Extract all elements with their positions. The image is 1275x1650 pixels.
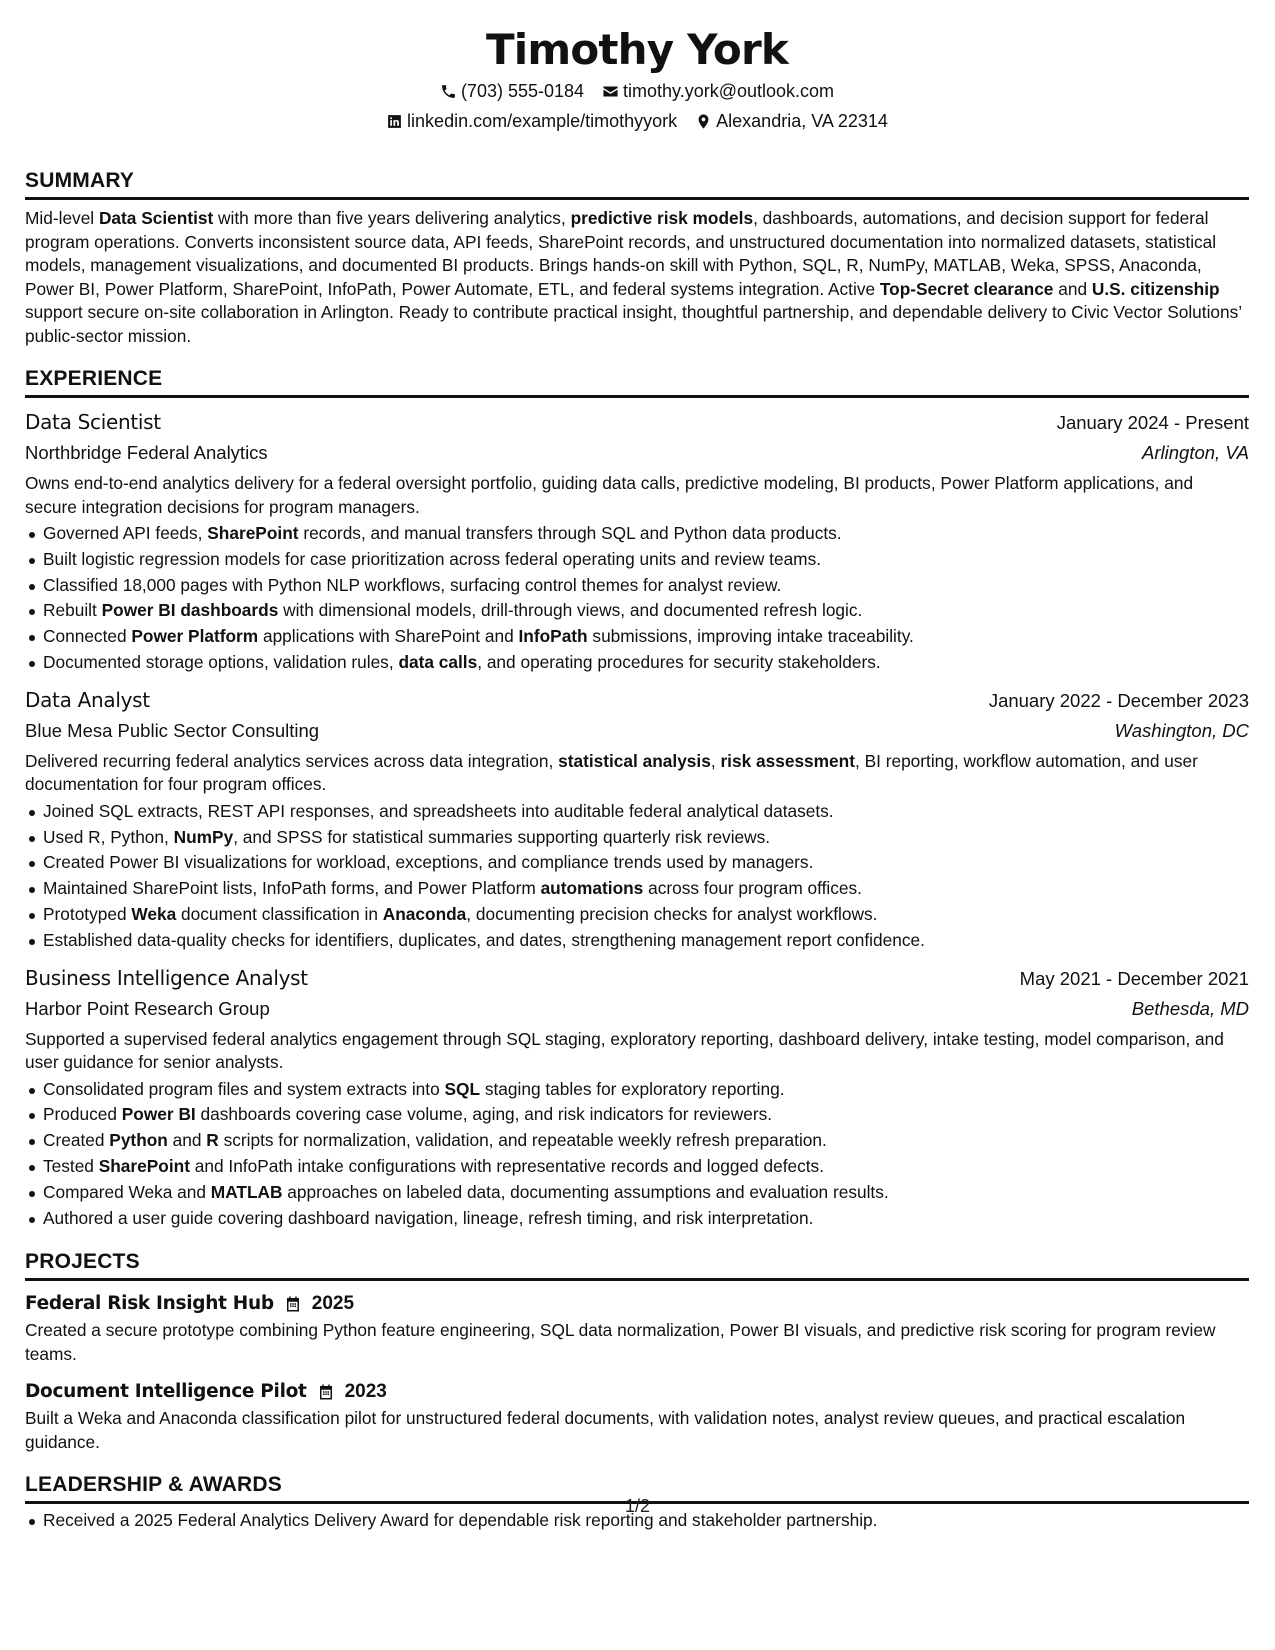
bold-text: automations xyxy=(540,878,644,899)
job-description: Owns end-to-end analytics delivery for a federal oversight portfolio, guiding data calls, predictive modeling, BI products, Power Platform applications, and secure integration decisions for program managers. xyxy=(25,473,1194,517)
job-bullets xyxy=(25,799,1249,954)
bold-text: U.S. citizenship xyxy=(1091,278,1220,299)
project-year: 2025 xyxy=(311,1293,355,1315)
job-dates: January 2022 - December 2023 xyxy=(988,689,1249,711)
location-contact xyxy=(695,106,888,136)
bold-text: data calls xyxy=(398,651,478,672)
section-title-experience: EXPERIENCE xyxy=(25,366,1249,398)
section-title-awards: LEADERSHIP & AWARDS xyxy=(25,1472,1249,1504)
email-contact[interactable] xyxy=(602,76,834,106)
list-item: Authored a user guide covering dashboard navigation, lineage, refresh timing, and risk interpretation. xyxy=(25,1206,1249,1232)
experience-section xyxy=(25,366,1249,1231)
project-entry xyxy=(25,1377,1249,1454)
list-item: Built logistic regression models for case prioritization across federal operating units and review teams. xyxy=(25,547,1249,573)
candidate-name: Timothy York xyxy=(485,25,789,74)
page-number: 1/2 xyxy=(624,1496,651,1516)
bold-text: statistical analysis xyxy=(558,750,711,771)
project-header xyxy=(25,1289,1249,1319)
section-title-summary: SUMMARY xyxy=(25,168,1249,200)
bold-text: risk assessment xyxy=(720,750,855,771)
bold-text: Anaconda xyxy=(382,903,467,924)
list-item: Created Power BI visualizations for workload, exceptions, and compliance trends used by managers. xyxy=(25,850,1249,876)
bold-text: MATLAB xyxy=(210,1181,283,1202)
projects-section xyxy=(25,1249,1249,1454)
job-title: Data Analyst xyxy=(25,687,150,712)
job-subheader xyxy=(25,438,1249,468)
summary-section xyxy=(25,168,1249,348)
bold-text: Power BI xyxy=(121,1104,196,1125)
job-title: Data Scientist xyxy=(25,410,161,434)
bold-text: SharePoint xyxy=(207,523,299,543)
linkedin-link[interactable]: linkedin.com/example/timothyyork xyxy=(407,111,678,131)
job-title: Business Intelligence Analyst xyxy=(25,965,308,990)
list-item: Joined SQL extracts, REST API responses, and spreadsheets into auditable federal analytical datasets. xyxy=(25,799,1249,825)
linkedin-icon xyxy=(386,113,403,130)
list-item: Documented storage options, validation rules, data calls, and operating procedures for security stakeholders. xyxy=(25,650,1249,676)
job-location: Bethesda, MD xyxy=(1131,997,1249,1019)
phone-contact xyxy=(440,76,584,106)
phone-text: (703) 555-0184 xyxy=(460,81,585,101)
bold-text: Power Platform xyxy=(131,626,259,647)
bold-text: Python xyxy=(109,1130,168,1151)
project-name: Document Intelligence Pilot xyxy=(25,1381,307,1403)
job-location: Washington, DC xyxy=(1114,719,1249,741)
list-item: Rebuilt Power BI dashboards with dimensional models, drill-through views, and documented refresh logic. xyxy=(25,598,1249,624)
resume-page xyxy=(25,0,1249,1650)
job-company: Blue Mesa Public Sector Consulting xyxy=(25,719,320,741)
job-subheader xyxy=(25,994,1249,1024)
calendar-icon xyxy=(317,1383,335,1401)
envelope-icon xyxy=(602,83,619,100)
bold-text: Power BI dashboards xyxy=(101,600,279,621)
bold-text: SQL xyxy=(444,1078,481,1099)
project-entry xyxy=(25,1289,1249,1366)
job-header xyxy=(25,407,1249,438)
job-header xyxy=(25,685,1249,716)
bold-text: InfoPath xyxy=(518,626,588,647)
bold-text: SharePoint xyxy=(98,1155,190,1176)
list-item: Maintained SharePoint lists, InfoPath forms, and Power Platform automations across four program offices. xyxy=(25,876,1249,902)
list-item: Used R, Python, NumPy, and SPSS for statistical summaries supporting quarterly risk reviews. xyxy=(25,825,1249,851)
bold-text: predictive risk models xyxy=(570,208,754,228)
job-description: Supported a supervised federal analytics engagement through SQL staging, exploratory reporting, dashboard delivery, intake testing, model comparison, and user guidance for senior analysts. xyxy=(25,1028,1224,1073)
bold-text: Data Scientist xyxy=(98,208,214,228)
list-item: Prototyped Weka document classification in Anaconda, documenting precision checks for analyst workflows. xyxy=(25,902,1249,928)
project-name: Federal Risk Insight Hub xyxy=(25,1293,274,1315)
bold-text: Top-Secret clearance xyxy=(879,278,1054,299)
project-description: Created a secure prototype combining Python feature engineering, SQL data normalization, Power BI visuals, and predictive risk scoring for program review teams. xyxy=(25,1320,1216,1364)
job-bullets xyxy=(25,521,1249,676)
list-item: Governed API feeds, SharePoint records, and manual transfers through SQL and Python data products. xyxy=(25,521,1249,547)
list-item: Created Python and R scripts for normalization, validation, and repeatable weekly refresh preparation. xyxy=(25,1128,1249,1154)
job-dates: January 2024 - Present xyxy=(1056,412,1249,433)
job-description: Delivered recurring federal analytics services across data integration, statistical analysis, risk assessment, BI reporting, workflow automation, and user documentation for four program offices. xyxy=(25,750,1198,795)
phone-icon xyxy=(440,83,457,100)
list-item: Tested SharePoint and InfoPath intake configurations with representative records and logged defects. xyxy=(25,1154,1249,1180)
list-item: Classified 18,000 pages with Python NLP workflows, surfacing control themes for analyst review. xyxy=(25,573,1249,599)
bold-text: Weka xyxy=(131,903,177,924)
list-item: Established data-quality checks for identifiers, duplicates, and dates, strengthening management report confidence. xyxy=(25,928,1249,954)
job-company: Harbor Point Research Group xyxy=(25,997,270,1019)
bold-text: R xyxy=(206,1130,219,1151)
contact-row-2 xyxy=(25,106,1249,136)
project-header xyxy=(25,1377,1249,1407)
job-company: Northbridge Federal Analytics xyxy=(25,442,268,463)
map-pin-icon xyxy=(695,113,712,130)
job-entry xyxy=(25,963,1249,1232)
job-entry xyxy=(25,685,1249,954)
project-description: Built a Weka and Anaconda classification pilot for unstructured federal documents, with validation notes, analyst review queues, and practical escalation guidance. xyxy=(25,1408,1186,1452)
summary-text: Mid-level Data Scientist with more than five years delivering analytics, predictive risk models, dashboards, automations, and decision support for federal program operations. Converts inconsistent source data, API feeds, SharePoint records, and unstructured documentation into normalized datasets, statistical models, management visualizations, and documented BI products. Brings hands-on skill with Python, SQL, R, NumPy, MATLAB, Weka, SPSS, Anaconda, Power BI, Power Platform, SharePoint, InfoPath, Power Automate, ETL, and federal systems integration. Active Top-Secret clearance and U.S. citizenship support secure on-site collaboration in Arlington. Ready to contribute practical insight, thoughtful partnership, and dependable delivery to Civic Vector Solutions’ public-sector mission. xyxy=(25,208,1242,346)
job-entry xyxy=(25,407,1249,676)
linkedin-contact[interactable] xyxy=(386,106,677,136)
list-item: Connected Power Platform applications with SharePoint and InfoPath submissions, improving intake traceability. xyxy=(25,624,1249,650)
job-location: Arlington, VA xyxy=(1142,442,1249,463)
project-year: 2023 xyxy=(344,1381,387,1403)
list-item: Consolidated program files and system extracts into SQL staging tables for exploratory reporting. xyxy=(25,1077,1249,1103)
location-text: Alexandria, VA 22314 xyxy=(716,111,888,131)
section-title-projects: PROJECTS xyxy=(25,1249,1249,1281)
job-header xyxy=(25,963,1249,994)
email-link[interactable]: timothy.york@outlook.com xyxy=(623,81,835,101)
list-item: Compared Weka and MATLAB approaches on labeled data, documenting assumptions and evaluation results. xyxy=(25,1180,1249,1206)
calendar-icon xyxy=(284,1295,302,1313)
bold-text: NumPy xyxy=(173,826,234,847)
job-bullets xyxy=(25,1077,1249,1232)
list-item: Received a 2025 Federal Analytics Delivery Award for dependable risk reporting and stakeholder partnership. xyxy=(25,1508,1249,1534)
contact-row-1 xyxy=(25,76,1249,106)
job-dates: May 2021 - December 2021 xyxy=(1019,967,1249,989)
job-subheader xyxy=(25,716,1249,746)
list-item: Produced Power BI dashboards covering case volume, aging, and risk indicators for reviewers. xyxy=(25,1102,1249,1128)
